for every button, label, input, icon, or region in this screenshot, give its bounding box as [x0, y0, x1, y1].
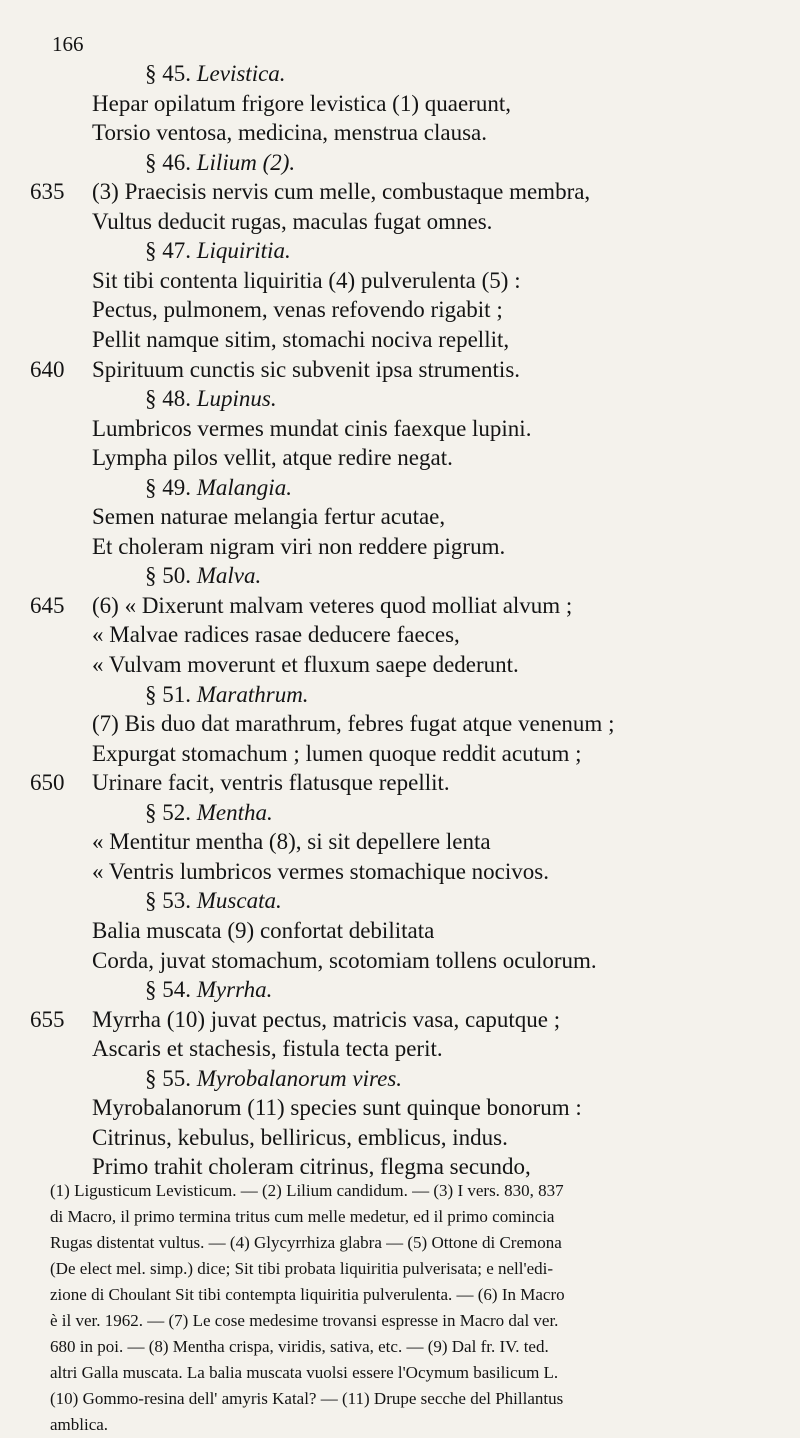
section-heading [145, 59, 286, 88]
verse-number: 650 [30, 770, 65, 795]
section-heading [145, 473, 292, 502]
section-heading [145, 1064, 402, 1093]
section-number: § 49. [145, 475, 191, 500]
verse-number: 655 [30, 1007, 65, 1032]
section-heading [145, 384, 277, 413]
section-number: § 53. [145, 888, 191, 913]
verse-line: « Ventris lumbricos vermes stomachique nocivos. [92, 859, 549, 884]
section-number: § 54. [145, 977, 191, 1002]
verse-line: Vultus deducit rugas, maculas fugat omnes. [92, 209, 493, 234]
verse-line: (3) Praecisis nervis cum melle, combustaque membra, [92, 179, 591, 204]
section-title: Marathrum. [196, 682, 309, 707]
page-number: 166 [52, 32, 84, 56]
verse-number: 645 [30, 593, 65, 618]
section-title: Lupinus. [196, 386, 277, 411]
section-title: Malangia. [196, 475, 292, 500]
section-heading [145, 886, 282, 915]
verse-line: Lympha pilos vellit, atque redire negat. [92, 445, 453, 470]
section-number: § 50. [145, 563, 191, 588]
verse-number: 640 [30, 357, 65, 382]
section-number: § 51. [145, 682, 191, 707]
section-number: § 52. [145, 800, 191, 825]
footnote-line: Rugas distentat vultus. — (4) Glycyrrhiza glabra — (5) Ottone di Cremona [50, 1233, 562, 1252]
verse-line: Pectus, pulmonem, venas refovendo rigabit ; [92, 297, 503, 322]
verse-line: Urinare facit, ventris flatusque repellit. [92, 770, 450, 795]
section-title: Malva. [196, 563, 262, 588]
footnote-line: altri Galla muscata. La balia muscata vuolsi essere l'Ocymum basilicum L. [50, 1363, 559, 1382]
section-title: Liquiritia. [196, 238, 291, 263]
verse-line: Corda, juvat stomachum, scotomiam tollens oculorum. [92, 948, 597, 973]
verse-line: Balia muscata (9) confortat debilitata [92, 918, 435, 943]
footnotes-block [50, 1178, 780, 1438]
verse-line: Primo trahit choleram citrinus, flegma secundo, [92, 1154, 531, 1179]
verse-line: Myrobalanorum (11) species sunt quinque bonorum : [92, 1095, 582, 1120]
verse-line: « Mentitur mentha (8), si sit depellere lenta [92, 829, 491, 854]
section-heading [145, 798, 273, 827]
section-title: Myrrha. [196, 977, 273, 1002]
section-heading [145, 236, 291, 265]
verse-line: Expurgat stomachum ; lumen quoque reddit acutum ; [92, 741, 582, 766]
footnote-line: è il ver. 1962. — (7) Le cose medesime trovansi espresse in Macro dal ver. [50, 1311, 559, 1330]
verse-line: Et choleram nigram viri non reddere pigrum. [92, 534, 506, 559]
verse-line: Spirituum cunctis sic subvenit ipsa strumentis. [92, 357, 521, 382]
verse-number: 635 [30, 179, 65, 204]
footnote-line: (10) Gommo-resina dell' amyris Katal? — (11) Drupe secche del Phillantus [50, 1389, 564, 1408]
section-heading [145, 561, 261, 590]
footnote-line: amblica. [50, 1415, 109, 1434]
footnote-line: (1) Ligusticum Levisticum. — (2) Lilium candidum. — (3) I vers. 830, 837 [50, 1181, 564, 1200]
footnote-line: zione di Choulant Sit tibi contempta liquiritia pulverulenta. — (6) In Macro [50, 1285, 565, 1304]
section-title: Muscata. [196, 888, 282, 913]
verse-line: Citrinus, kebulus, belliricus, emblicus, indus. [92, 1125, 508, 1150]
verse-line: Torsio ventosa, medicina, menstrua clausa. [92, 120, 488, 145]
verse-line: Myrrha (10) juvat pectus, matricis vasa, caputque ; [92, 1007, 561, 1032]
verse-line: Sit tibi contenta liquiritia (4) pulverulenta (5) : [92, 268, 521, 293]
verse-line: Pellit namque sitim, stomachi nociva repellit, [92, 327, 510, 352]
footnote-line: 680 in poi. — (8) Mentha crispa, viridis, sativa, etc. — (9) Dal fr. IV. ted. [50, 1337, 549, 1356]
section-number: § 55. [145, 1066, 191, 1091]
verse-line: Semen naturae melangia fertur acutae, [92, 504, 446, 529]
section-heading [145, 975, 272, 1004]
footnote-line: di Macro, il primo termina tritus cum melle medetur, ed il primo comincia [50, 1207, 555, 1226]
section-title: Mentha. [196, 800, 273, 825]
section-number: § 47. [145, 238, 191, 263]
verse-line: Ascaris et stachesis, fistula tecta perit. [92, 1036, 443, 1061]
verse-line: Lumbricos vermes mundat cinis faexque lupini. [92, 416, 532, 441]
verse-line: « Vulvam moverunt et fluxum saepe dederunt. [92, 652, 519, 677]
section-number: § 48. [145, 386, 191, 411]
section-number: § 46. [145, 150, 191, 175]
section-title: Myrobalanorum vires. [196, 1066, 403, 1091]
section-title: Levistica. [196, 61, 286, 86]
section-heading [145, 148, 295, 177]
footnote-line: (De elect mel. simp.) dice; Sit tibi probata liquiritia pulverisata; e nell'edi- [50, 1259, 553, 1278]
section-heading [145, 680, 309, 709]
verse-line: Hepar opilatum frigore levistica (1) quaerunt, [92, 91, 511, 116]
section-title: Lilium (2). [196, 150, 296, 175]
section-number: § 45. [145, 61, 191, 86]
verse-line: « Malvae radices rasae deducere faeces, [92, 622, 460, 647]
verse-line: (7) Bis duo dat marathrum, febres fugat atque venenum ; [92, 711, 615, 736]
verse-line: (6) « Dixerunt malvam veteres quod molliat alvum ; [92, 593, 573, 618]
